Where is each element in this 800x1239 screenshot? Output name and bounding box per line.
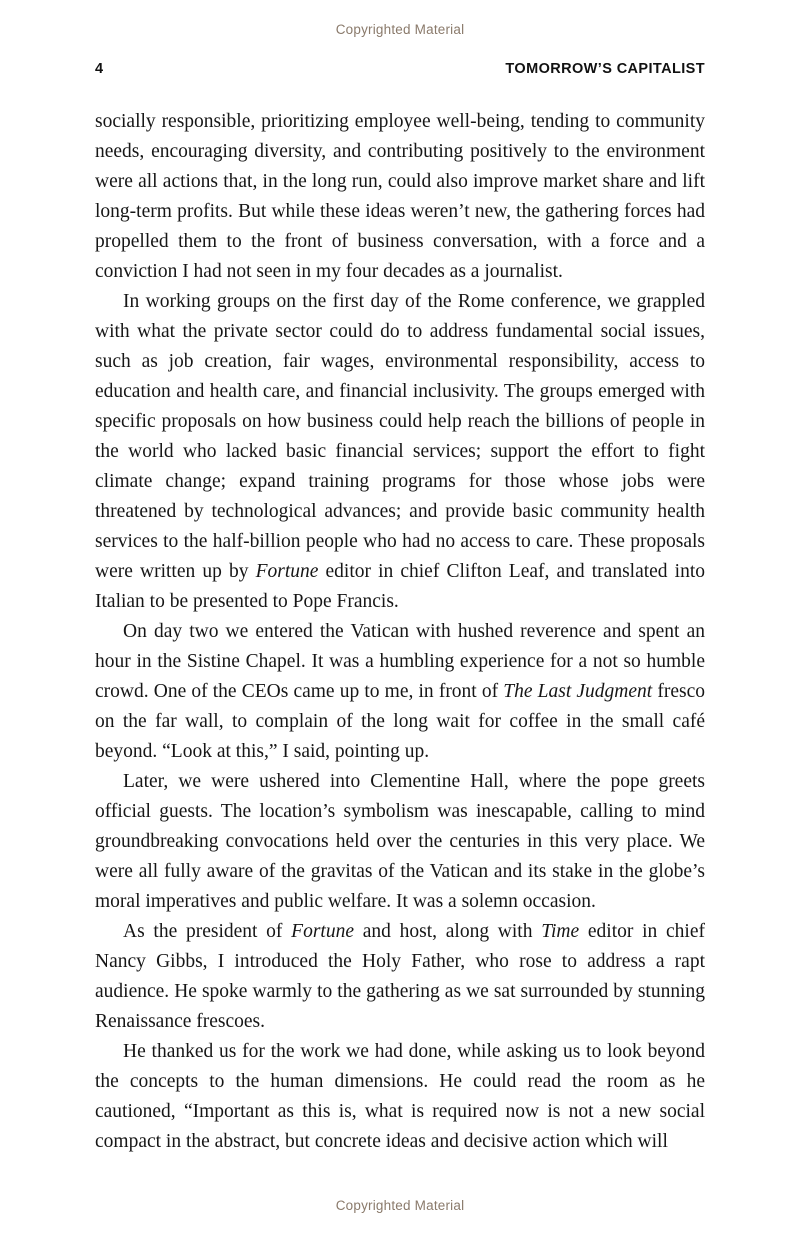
paragraph — [95, 107, 705, 287]
copyright-notice-bottom: Copyrighted Material — [335, 1198, 465, 1213]
text-segment: Later, we were ushered into Clementine Hall, where the pope greets official guests. The location’s symbolism was inescapable, calling to mind groundbreaking convocations held over the centuries in this very place. We were all fully aware of the gravitas of the Vatican and its stake in the globe’s moral imperatives and public welfare. It was a solemn occasion. — [95, 771, 705, 912]
paragraph — [95, 917, 705, 1037]
paragraph — [95, 287, 705, 617]
text-segment: and host, along with — [354, 921, 542, 942]
italic-text-segment: The Last Judgment — [503, 681, 653, 702]
paragraph — [95, 617, 705, 767]
page-number: 4 — [95, 61, 104, 77]
italic-text-segment: Fortune — [291, 921, 354, 942]
running-title: TOMORROW’S CAPITALIST — [505, 61, 705, 77]
page-body — [95, 107, 705, 1157]
text-segment: He thanked us for the work we had done, while asking us to look beyond the concepts to the human dimensions. He could read the room as he cautioned, “Important as this is, what is required now is not a new social compact in the abstract, but concrete ideas and decisive action which will — [95, 1041, 705, 1152]
text-segment: On day two we entered the Vatican with hushed reverence and spent an hour in the Sistine Chapel. It was a humbling experience for a not so humble crowd. One of the CEOs came up to me, in front of — [95, 621, 705, 702]
text-segment: editor in chief Nancy Gibbs, I introduced the Holy Father, who rose to address a rapt audience. He spoke warmly to the gathering as we sat surrounded by stunning Renaissance frescoes. — [95, 921, 705, 1032]
paragraph — [95, 1037, 705, 1157]
text-segment: editor in chief Clifton Leaf, and translated into Italian to be presented to Pope Francis. — [95, 561, 706, 612]
text-segment: In working groups on the first day of the Rome conference, we grappled with what the private sector could do to address fundamental social issues, such as job creation, fair wages, environmental responsibility, access to education and health care, and financial inclusivity. The groups emerged with specific proposals on how business could help reach the billions of people in the world who lacked basic financial services; support the effort to fight climate change; expand training programs for those whose jobs were threatened by technological advances; and provide basic community health services to the half-billion people who had no access to care. These proposals were written up by — [95, 291, 705, 582]
running-header — [95, 61, 705, 77]
copyright-notice-top: Copyrighted Material — [335, 22, 465, 37]
text-segment: fresco on the far wall, to complain of the long wait for coffee in the small café beyond. “Look at this,” I said, pointing up. — [95, 681, 705, 762]
paragraph — [95, 767, 705, 917]
italic-text-segment: Time — [541, 921, 580, 942]
text-segment: As the president of — [123, 921, 292, 942]
text-segment: socially responsible, prioritizing employee well-being, tending to community needs, encouraging diversity, and contributing positively to the environment were all actions that, in the long run, could also improve market share and lift long-term profits. But while these ideas weren’t new, the gathering forces had propelled them to the front of business conversation, with a force and a conviction I had not seen in my four decades as a journalist. — [95, 111, 705, 282]
italic-text-segment: Fortune — [255, 561, 319, 582]
